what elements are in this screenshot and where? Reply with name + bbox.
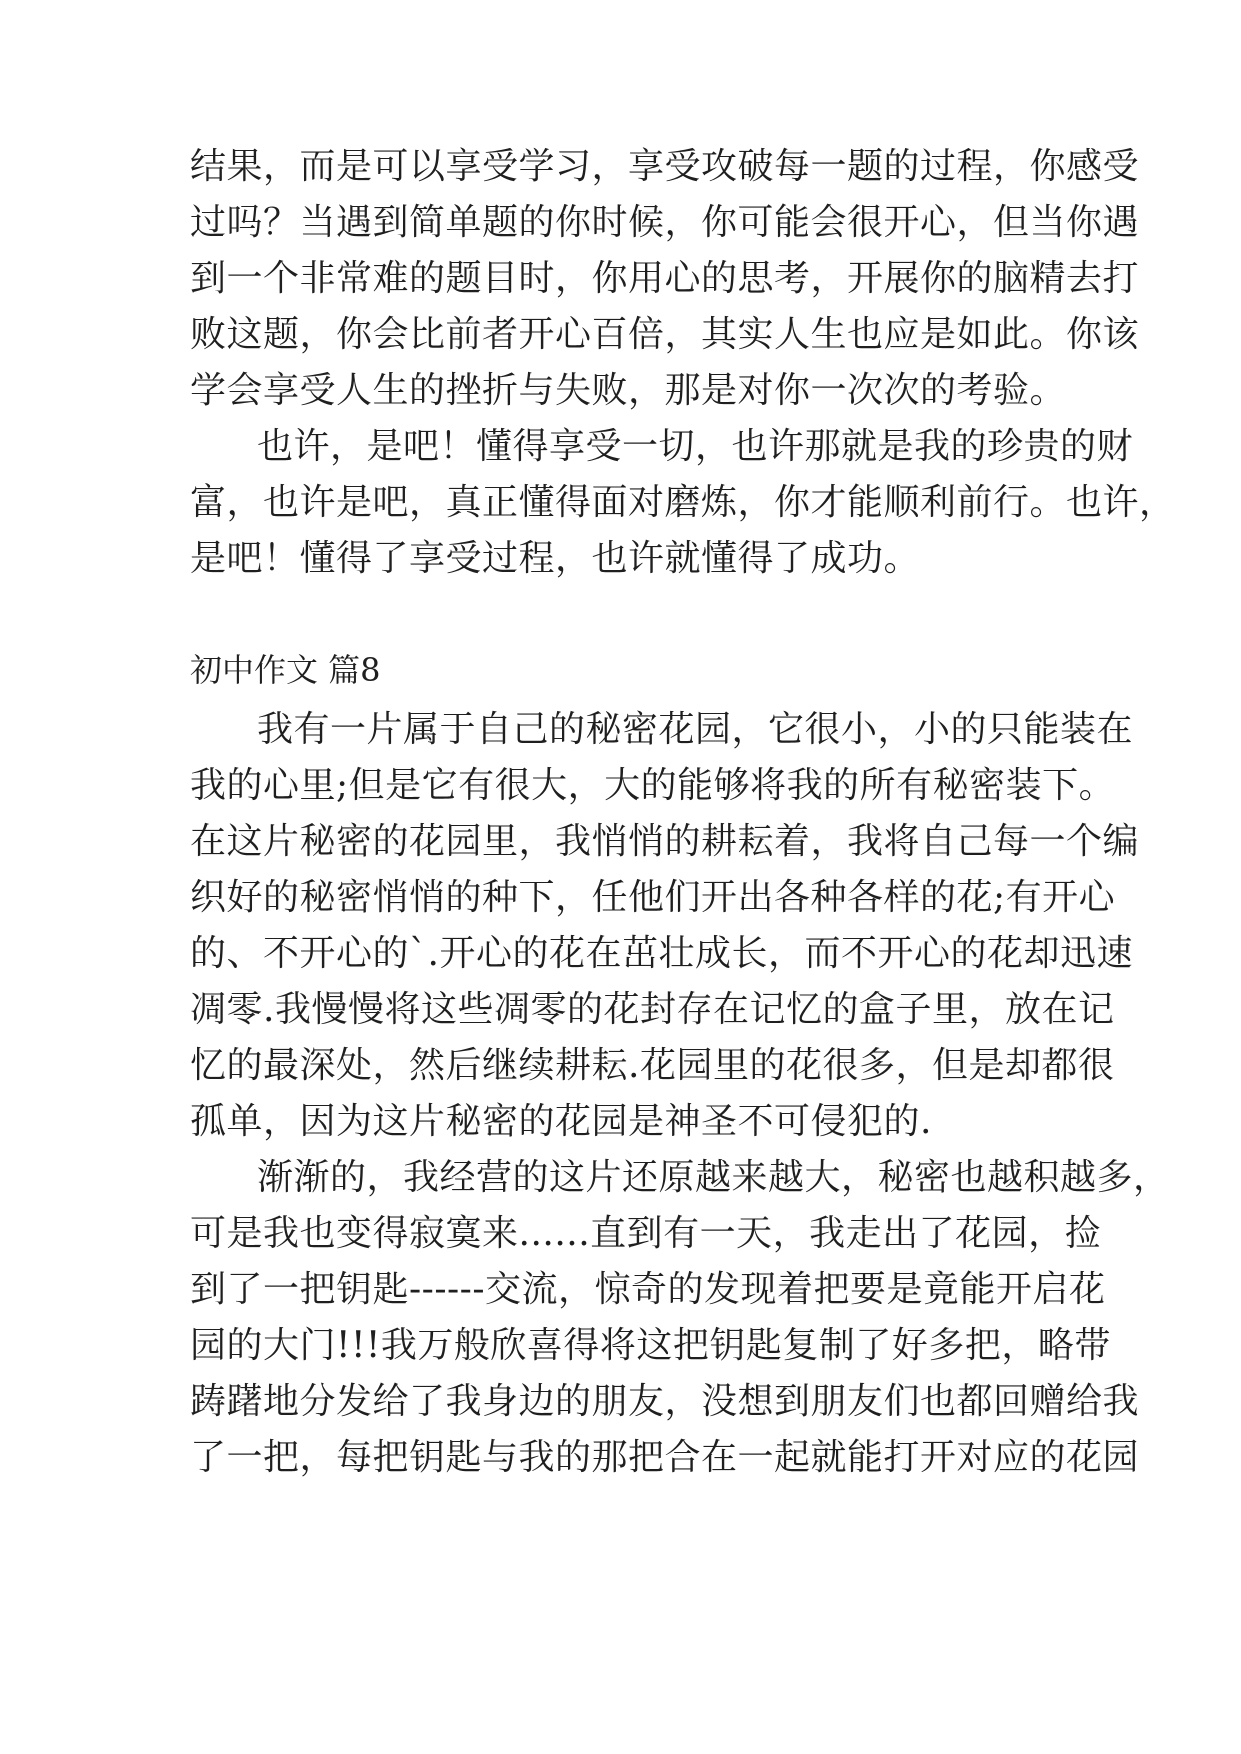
section-heading: 初中作文 篇8 <box>190 651 381 689</box>
paragraph-3-line-4: 织好的秘密悄悄的种下，任他们开出各种各样的花;有开心 <box>190 877 1116 918</box>
document-page <box>190 0 1176 1754</box>
paragraph-1-line-4: 败这题，你会比前者开心百倍，其实人生也应是如此。你该 <box>190 314 1140 355</box>
paragraph-1-line-3: 到一个非常难的题目时，你用心的思考，开展你的脑精去打 <box>190 258 1140 299</box>
paragraph-3-line-6: 凋零.我慢慢将这些凋零的花封存在记忆的盒子里，放在记 <box>190 989 1115 1030</box>
paragraph-3-line-7: 忆的最深处，然后继续耕耘.花园里的花很多，但是却都很 <box>190 1045 1115 1086</box>
paragraph-4-line-4: 园的大门!!!我万般欣喜得将这把钥匙复制了好多把，略带 <box>190 1325 1111 1366</box>
paragraph-3-line-2: 我的心里;但是它有很大，大的能够将我的所有秘密装下。 <box>190 765 1116 806</box>
paragraph-3-line-3: 在这片秘密的花园里，我悄悄的耕耘着，我将自己每一个编 <box>190 821 1140 862</box>
paragraph-3-line-1: 我有一片属于自己的秘密花园，它很小，小的只能装在 <box>257 709 1134 750</box>
paragraph-2-line-1: 也许，是吧！懂得享受一切，也许那就是我的珍贵的财 <box>257 426 1134 467</box>
paragraph-4-line-2: 可是我也变得寂寞来......直到有一天，我走出了花园，捡 <box>190 1213 1102 1254</box>
paragraph-4-line-6: 了一把，每把钥匙与我的那把合在一起就能打开对应的花园 <box>190 1437 1140 1478</box>
paragraph-4-line-5: 踌躇地分发给了我身边的朋友，没想到朋友们也都回赠给我 <box>190 1381 1140 1422</box>
paragraph-3-line-8: 孤单，因为这片秘密的花园是神圣不可侵犯的. <box>190 1101 932 1142</box>
paragraph-4-line-1: 渐渐的，我经营的这片还原越来越大，秘密也越积越多， <box>257 1157 1170 1198</box>
paragraph-1-line-2: 过吗？当遇到简单题的你时候，你可能会很开心，但当你遇 <box>190 202 1140 243</box>
paragraph-1-line-5: 学会享受人生的挫折与失败，那是对你一次次的考验。 <box>190 370 1067 411</box>
paragraph-4-line-3: 到了一把钥匙------交流，惊奇的发现着把要是竟能开启花 <box>190 1269 1106 1310</box>
paragraph-3-line-5: 的、不开心的`.开心的花在茁壮成长，而不开心的花却迅速 <box>190 933 1133 974</box>
paragraph-1-line-1: 结果，而是可以享受学习，享受攻破每一题的过程，你感受 <box>190 146 1140 187</box>
paragraph-2-line-3: 是吧！懂得了享受过程，也许就懂得了成功。 <box>190 538 921 579</box>
paragraph-2-line-2: 富，也许是吧，真正懂得面对磨炼，你才能顺利前行。也许， <box>190 482 1176 523</box>
